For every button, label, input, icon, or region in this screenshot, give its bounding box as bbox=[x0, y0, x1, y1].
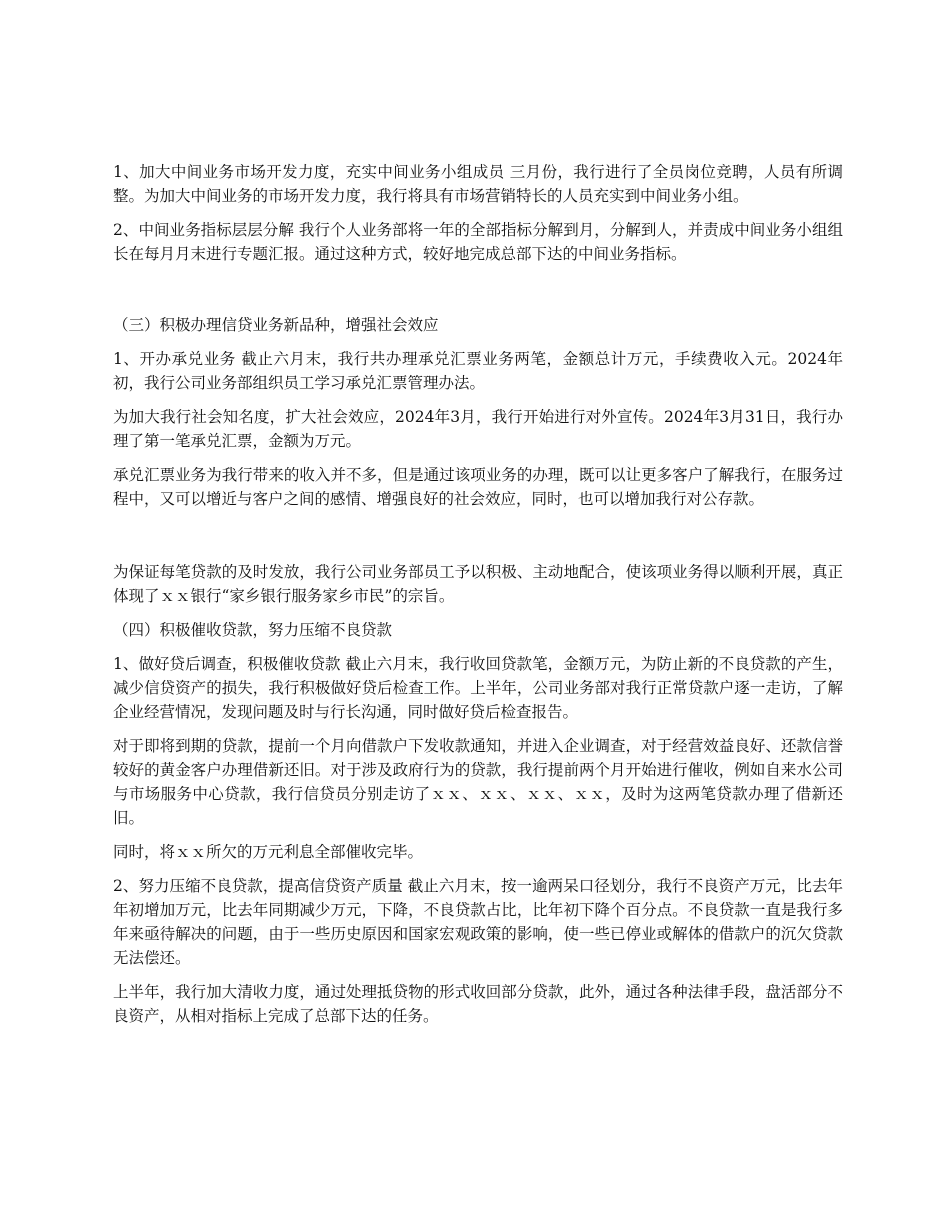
document-body bbox=[113, 160, 843, 1038]
paragraph-acceptance-business: 1、开办承兑业务 截止六月末，我行共办理承兑汇票业务两笔，金额总计万元，手续费收入元。2024年初，我行公司业务部组织员工学习承兑汇票管理办法。 bbox=[113, 350, 843, 392]
paragraph-publicity: 为加大我行社会知名度，扩大社会效应，2024年3月，我行开始进行对外宣传。2024年3月31日，我行办理了第一笔承兑汇票，金额为万元。 bbox=[113, 408, 843, 450]
paragraph-intermediate-business-targets: 2、中间业务指标层层分解 我行个人业务部将一年的全部指标分解到月，分解到人，并责成中间业务小组组长在每月月末进行专题汇报。通过这种方式，较好地完成总部下达的中间业务指标。 bbox=[113, 221, 843, 263]
section-heading-loan-collection: （四）积极催收贷款，努力压缩不良贷款 bbox=[113, 621, 393, 639]
paragraph-acceptance-income: 承兑汇票业务为我行带来的收入并不多，但是通过该项业务的办理，既可以让更多客户了解我行，在服务过程中，又可以增近与客户之间的感情、增强良好的社会效应，同时，也可以增加我行对公存款。 bbox=[113, 466, 843, 508]
paragraph-intermediate-business-team: 1、加大中间业务市场开发力度，充实中间业务小组成员 三月份，我行进行了全员岗位竞聘，人员有所调整。为加大中间业务的市场开发力度，我行将具有市场营销特长的人员充实到中间业务小组。 bbox=[113, 163, 843, 205]
paragraph-maturing-loans: 对于即将到期的贷款，提前一个月向借款户下发收款通知，并进入企业调查，对于经营效益良好、还款信誉较好的黄金客户办理借新还旧。对于涉及政府行为的贷款，我行提前两个月开始进行催收，例如自来水公司与市场服务中心贷款，我行信贷员分别走访了ｘｘ、ｘｘ、ｘｘ、ｘｘ，及时为这两笔贷款办理了借新还旧。 bbox=[113, 737, 843, 827]
section-heading-credit-products: （三）积极办理信贷业务新品种，增强社会效应 bbox=[113, 316, 439, 334]
paragraph-loan-issuance: 为保证每笔贷款的及时发放，我行公司业务部员工予以积极、主动地配合，使该项业务得以顺利开展，真正体现了ｘｘ银行“家乡银行服务家乡市民”的宗旨。 bbox=[113, 563, 843, 605]
paragraph-interest-collection: 同时，将ｘｘ所欠的万元利息全部催收完毕。 bbox=[113, 843, 424, 861]
paragraph-nonperforming-loans: 2、努力压缩不良贷款，提高信贷资产质量 截止六月末，按一逾两呆口径划分，我行不良资产万元，比去年年初增加万元，比去年同期减少万元，下降，不良贷款占比，比年初下降个百分点。不良贷款一直是我行多年来亟待解决的问题，由于一些历史原因和国家宏观政策的影响，使一些已停业或解体的借款户的沉欠贷款无法偿还。 bbox=[113, 877, 843, 967]
paragraph-recovery-efforts: 上半年，我行加大清收力度，通过处理抵贷物的形式收回部分贷款，此外，通过各种法律手段，盘活部分不良资产，从相对指标上完成了总部下达的任务。 bbox=[113, 983, 843, 1025]
paragraph-post-loan-survey: 1、做好贷后调查，积极催收贷款 截止六月末，我行收回贷款笔，金额万元，为防止新的不良贷款的产生，减少信贷资产的损失，我行积极做好贷后检查工作。上半年，公司业务部对我行正常贷款户逐一走访，了解企业经营情况，发现问题及时与行长沟通，同时做好贷后检查报告。 bbox=[113, 655, 843, 721]
